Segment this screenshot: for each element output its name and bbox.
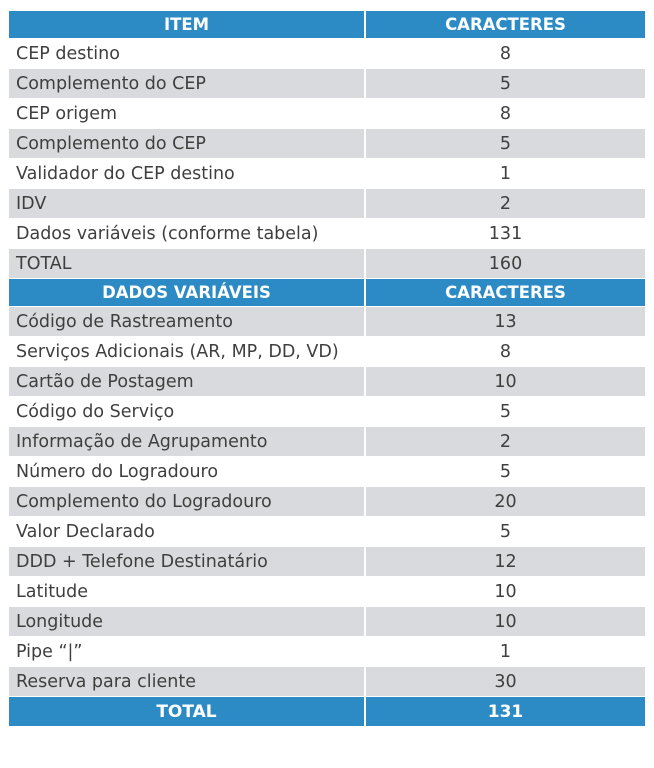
row-item: DDD + Telefone Destinatário bbox=[9, 547, 366, 577]
row-chars: 5 bbox=[366, 69, 645, 99]
row-chars: 1 bbox=[366, 637, 645, 667]
footer-total-label: TOTAL bbox=[9, 697, 366, 727]
characters-table bbox=[9, 11, 645, 727]
header-item: ITEM bbox=[9, 11, 366, 39]
row-chars: 30 bbox=[366, 667, 645, 697]
row-item: Pipe “|” bbox=[9, 637, 366, 667]
row-chars: 5 bbox=[366, 397, 645, 427]
row-chars: 5 bbox=[366, 129, 645, 159]
row-chars: 2 bbox=[366, 427, 645, 457]
row-item: Complemento do CEP bbox=[9, 129, 366, 159]
row-item: Informação de Agrupamento bbox=[9, 427, 366, 457]
header-chars: CARACTERES bbox=[366, 11, 645, 39]
row-item: CEP origem bbox=[9, 99, 366, 129]
row-chars: 8 bbox=[366, 337, 645, 367]
row-chars: 8 bbox=[366, 99, 645, 129]
row-chars: 8 bbox=[366, 39, 645, 69]
row-chars: 20 bbox=[366, 487, 645, 517]
header-dados-variaveis: DADOS VARIÁVEIS bbox=[9, 279, 366, 307]
row-chars: 5 bbox=[366, 457, 645, 487]
row-chars: 5 bbox=[366, 517, 645, 547]
row-item: Longitude bbox=[9, 607, 366, 637]
row-chars: 10 bbox=[366, 577, 645, 607]
row-item: Cartão de Postagem bbox=[9, 367, 366, 397]
row-chars: 10 bbox=[366, 607, 645, 637]
total-row-chars: 160 bbox=[366, 249, 645, 279]
row-item: Validador do CEP destino bbox=[9, 159, 366, 189]
row-item: Valor Declarado bbox=[9, 517, 366, 547]
row-chars: 1 bbox=[366, 159, 645, 189]
row-chars: 12 bbox=[366, 547, 645, 577]
total-row-item: TOTAL bbox=[9, 249, 366, 279]
row-item: Número do Logradouro bbox=[9, 457, 366, 487]
row-chars: 13 bbox=[366, 307, 645, 337]
footer-total-value: 131 bbox=[366, 697, 645, 727]
row-chars: 10 bbox=[366, 367, 645, 397]
header-chars-2: CARACTERES bbox=[366, 279, 645, 307]
row-item: Reserva para cliente bbox=[9, 667, 366, 697]
row-item: Latitude bbox=[9, 577, 366, 607]
row-item: Código do Serviço bbox=[9, 397, 366, 427]
row-chars: 131 bbox=[366, 219, 645, 249]
row-item: Dados variáveis (conforme tabela) bbox=[9, 219, 366, 249]
row-item: IDV bbox=[9, 189, 366, 219]
row-item: Complemento do Logradouro bbox=[9, 487, 366, 517]
row-item: CEP destino bbox=[9, 39, 366, 69]
row-item: Serviços Adicionais (AR, MP, DD, VD) bbox=[9, 337, 366, 367]
row-item: Complemento do CEP bbox=[9, 69, 366, 99]
row-item: Código de Rastreamento bbox=[9, 307, 366, 337]
row-chars: 2 bbox=[366, 189, 645, 219]
